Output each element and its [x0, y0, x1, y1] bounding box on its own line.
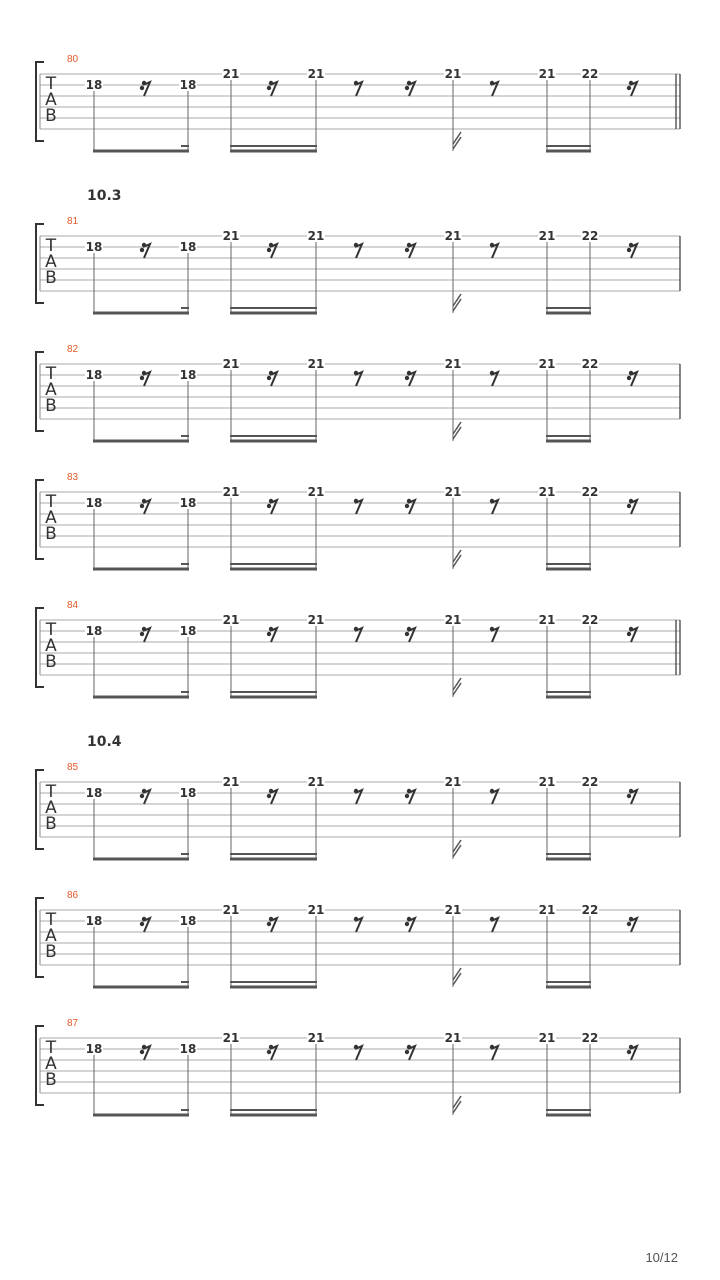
sixteenth-rest — [405, 627, 415, 642]
eighth-rest — [490, 1045, 498, 1060]
sixteenth-rest — [627, 917, 637, 932]
tab-clef-letter: B — [45, 106, 57, 126]
fret-number: 18 — [179, 240, 197, 254]
fret-number: 21 — [222, 1031, 240, 1045]
sixteenth-rest — [405, 243, 415, 258]
eighth-rest — [490, 627, 498, 642]
sixteenth-rest — [267, 789, 277, 804]
sixteenth-rest — [405, 917, 415, 932]
fret-number: 21 — [222, 485, 240, 499]
tab-clef-letter: T — [45, 236, 57, 256]
section-marker: 10.3 — [87, 188, 122, 204]
bar-number: 80 — [67, 54, 79, 65]
tab-system — [36, 472, 680, 569]
fret-number: 21 — [538, 229, 556, 243]
fret-number: 21 — [222, 775, 240, 789]
sixteenth-rest — [267, 371, 277, 386]
bar-number: 82 — [67, 344, 79, 355]
bar-number: 81 — [67, 216, 79, 227]
fret-number: 21 — [307, 485, 325, 499]
fret-number: 18 — [179, 1042, 197, 1056]
sixteenth-rest — [140, 243, 150, 258]
fret-number: 18 — [179, 914, 197, 928]
sixteenth-rest — [405, 499, 415, 514]
eighth-rest — [354, 1045, 362, 1060]
sixteenth-rest — [267, 243, 277, 258]
eighth-rest — [354, 371, 362, 386]
tab-clef-letter: B — [45, 1070, 57, 1090]
fret-number: 18 — [85, 1042, 103, 1056]
fret-number: 22 — [581, 485, 599, 499]
fret-number: 18 — [179, 786, 197, 800]
fret-number: 21 — [307, 775, 325, 789]
fret-number: 21 — [307, 67, 325, 81]
eighth-rest — [490, 243, 498, 258]
fret-number: 21 — [538, 485, 556, 499]
fret-number: 21 — [307, 229, 325, 243]
bar-number: 83 — [67, 472, 79, 483]
sixteenth-rest — [267, 499, 277, 514]
fret-number: 21 — [538, 67, 556, 81]
fret-number: 18 — [85, 368, 103, 382]
tab-clef-letter: T — [45, 782, 57, 802]
tab-clef-letter: A — [45, 508, 57, 528]
eighth-rest — [490, 499, 498, 514]
eighth-rest — [490, 81, 498, 96]
tab-clef-letter: A — [45, 1054, 57, 1074]
fret-number: 21 — [538, 613, 556, 627]
fret-number: 21 — [222, 67, 240, 81]
fret-number: 18 — [179, 368, 197, 382]
tab-system — [36, 734, 680, 859]
fret-number: 22 — [581, 775, 599, 789]
tab-clef-letter: T — [45, 620, 57, 640]
fret-number: 18 — [85, 914, 103, 928]
fret-number: 18 — [179, 496, 197, 510]
eighth-rest — [354, 627, 362, 642]
fret-number: 22 — [581, 229, 599, 243]
tab-clef-letter: T — [45, 1038, 57, 1058]
eighth-rest — [354, 789, 362, 804]
sixteenth-rest — [627, 789, 637, 804]
bar-number: 87 — [67, 1018, 79, 1029]
fret-number: 21 — [307, 357, 325, 371]
tab-system — [36, 600, 680, 697]
tab-clef-letter: A — [45, 90, 57, 110]
sixteenth-rest — [627, 1045, 637, 1060]
sixteenth-rest — [405, 789, 415, 804]
sixteenth-rest — [267, 81, 277, 96]
tab-clef-letter: T — [45, 364, 57, 384]
bar-number: 84 — [67, 600, 79, 611]
sixteenth-rest — [267, 1045, 277, 1060]
tab-system — [36, 54, 680, 151]
sixteenth-rest — [405, 81, 415, 96]
tab-clef-letter: B — [45, 268, 57, 288]
page-number: 10/12 — [645, 1250, 678, 1265]
sixteenth-rest — [267, 917, 277, 932]
eighth-rest — [490, 917, 498, 932]
tab-clef-letter: T — [45, 492, 57, 512]
eighth-rest — [354, 499, 362, 514]
section-marker: 10.4 — [87, 734, 122, 750]
fret-number: 18 — [85, 496, 103, 510]
eighth-rest — [490, 371, 498, 386]
eighth-rest — [490, 789, 498, 804]
fret-number: 21 — [538, 775, 556, 789]
sixteenth-rest — [627, 243, 637, 258]
fret-number: 21 — [444, 1031, 462, 1045]
fret-number: 21 — [444, 229, 462, 243]
fret-number: 22 — [581, 67, 599, 81]
sixteenth-rest — [627, 371, 637, 386]
fret-number: 21 — [538, 1031, 556, 1045]
sixteenth-rest — [627, 627, 637, 642]
fret-number: 18 — [85, 240, 103, 254]
fret-number: 18 — [85, 78, 103, 92]
sixteenth-rest — [140, 499, 150, 514]
fret-number: 21 — [444, 775, 462, 789]
sixteenth-rest — [627, 81, 637, 96]
fret-number: 21 — [222, 613, 240, 627]
sixteenth-rest — [140, 789, 150, 804]
sixteenth-rest — [405, 1045, 415, 1060]
fret-number: 21 — [444, 357, 462, 371]
tab-clef-letter: A — [45, 636, 57, 656]
fret-number: 18 — [179, 624, 197, 638]
tab-systems — [36, 54, 680, 1115]
sixteenth-rest — [140, 371, 150, 386]
tab-clef-letter: B — [45, 942, 57, 962]
tab-system — [36, 188, 680, 313]
sixteenth-rest — [267, 627, 277, 642]
fret-number: 21 — [444, 613, 462, 627]
bar-number: 86 — [67, 890, 79, 901]
bar-number: 85 — [67, 762, 79, 773]
tab-clef-letter: T — [45, 910, 57, 930]
tab-system — [36, 344, 680, 441]
fret-number: 21 — [307, 903, 325, 917]
fret-number: 21 — [444, 485, 462, 499]
tab-clef-letter: A — [45, 926, 57, 946]
fret-number: 21 — [538, 903, 556, 917]
sixteenth-rest — [140, 81, 150, 96]
fret-number: 21 — [538, 357, 556, 371]
tab-system — [36, 1018, 680, 1115]
fret-number: 21 — [307, 1031, 325, 1045]
fret-number: 18 — [179, 78, 197, 92]
sixteenth-rest — [140, 917, 150, 932]
fret-number: 21 — [222, 903, 240, 917]
fret-number: 21 — [222, 357, 240, 371]
eighth-rest — [354, 243, 362, 258]
tab-clef-letter: A — [45, 380, 57, 400]
fret-number: 22 — [581, 357, 599, 371]
fret-number: 21 — [222, 229, 240, 243]
sixteenth-rest — [140, 627, 150, 642]
fret-number: 21 — [444, 903, 462, 917]
fret-number: 18 — [85, 624, 103, 638]
tab-clef-letter: B — [45, 396, 57, 416]
fret-number: 18 — [85, 786, 103, 800]
fret-number: 22 — [581, 903, 599, 917]
tab-clef-letter: A — [45, 798, 57, 818]
fret-number: 21 — [307, 613, 325, 627]
tab-clef-letter: B — [45, 814, 57, 834]
tab-clef-letter: B — [45, 524, 57, 544]
fret-number: 22 — [581, 1031, 599, 1045]
fret-number: 21 — [444, 67, 462, 81]
fret-number: 22 — [581, 613, 599, 627]
tab-clef-letter: B — [45, 652, 57, 672]
tab-system — [36, 890, 680, 987]
eighth-rest — [354, 81, 362, 96]
sixteenth-rest — [140, 1045, 150, 1060]
eighth-rest — [354, 917, 362, 932]
sixteenth-rest — [627, 499, 637, 514]
tab-clef-letter: A — [45, 252, 57, 272]
tab-clef-letter: T — [45, 74, 57, 94]
sixteenth-rest — [405, 371, 415, 386]
